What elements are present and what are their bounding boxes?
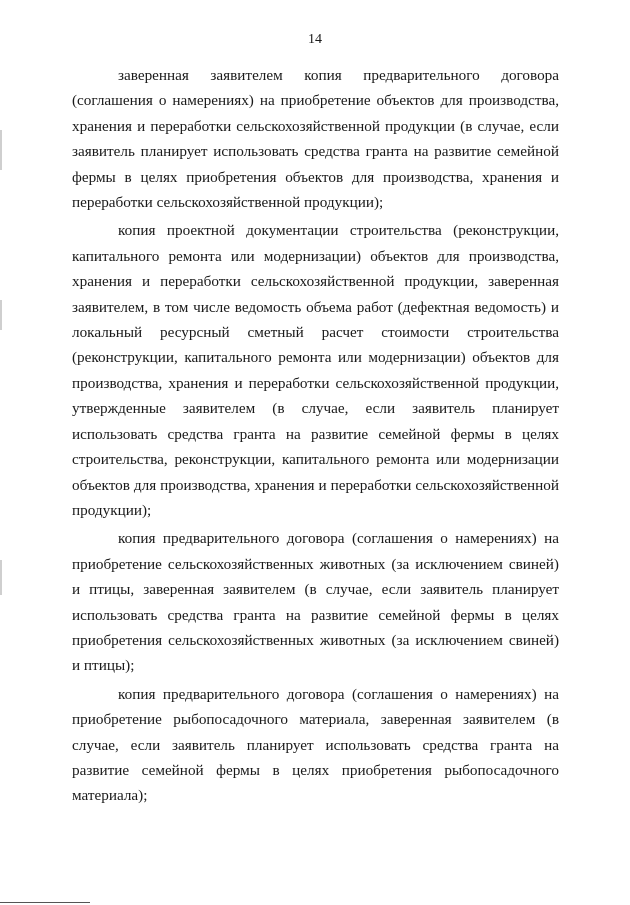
scan-edge-mark	[0, 560, 2, 595]
document-body	[72, 63, 559, 812]
footnote-separator	[0, 902, 90, 903]
paragraph-copy-agreement-fish-material: копия предварительного договора (соглашения о намерениях) на приобретение рыбопосадочного материала, заверенная заявителем (в случае, если заявитель планирует использовать средства гранта на развитие семейной фермы в целях приобретения рыбопосадочного материала);	[72, 685, 559, 805]
page-number: 14	[308, 32, 322, 47]
paragraph-copy-agreement-animals: копия предварительного договора (соглашения о намерениях) на приобретение сельскохозяйственных животных (за исключением свиней) и птицы, заверенная заявителем (в случае, если заявитель планирует использовать средства гранта на развитие семейной фермы в целях приобретения сельскохозяйственных животных (за исключением свиней) и птицы);	[72, 530, 559, 675]
paragraph-copy-agreement-objects: заверенная заявителем копия предварительного договора (соглашения о намерениях) на приобретение объектов для производства, хранения и переработки сельскохозяйственной продукции (в случае, если заявитель планирует использовать средства гранта на развитие семейной фермы в целях приобретения объектов для производства, хранения и переработки сельскохозяйственной продукции);	[72, 67, 559, 212]
paragraph-design-documentation: копия проектной документации строительства (реконструкции, капитального ремонта или модернизации) объектов для производства, хранения и переработки сельскохозяйственной продукции, заверенная заявителем, в том числе ведомость объема работ (дефектная ведомость) и локальный ресурсный сметный расчет стоимости строительства (реконструкции, капитального ремонта или модернизации) объектов для производства, хранения и переработки сельскохозяйственной продукции, утвержденные заявителем (в случае, если заявитель планирует использовать средства гранта на развитие семейной фермы в целях строительства, реконструкции, капитального ремонта или модернизации объектов для производства, хранения и переработки сельскохозяйственной продукции);	[72, 222, 559, 519]
scan-edge-mark	[0, 300, 2, 330]
scan-edge-mark	[0, 130, 2, 170]
